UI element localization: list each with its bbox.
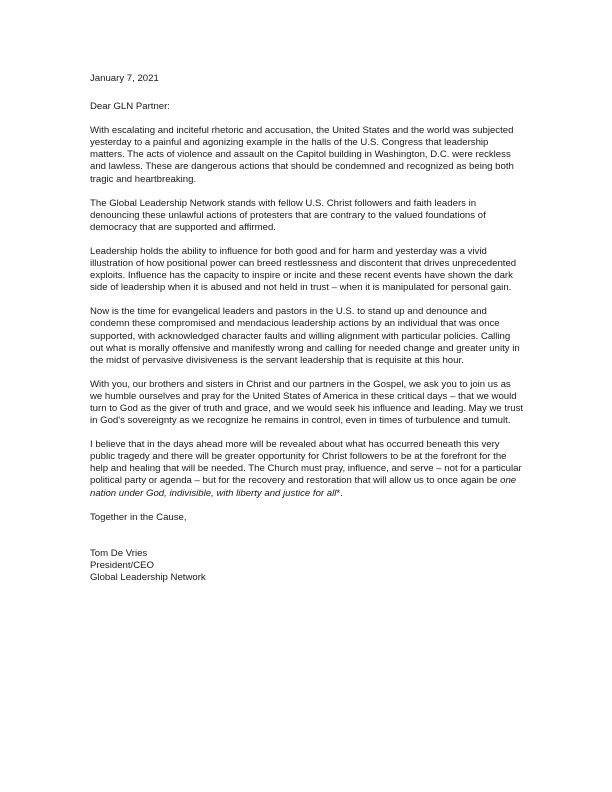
paragraph-1-text: With escalating and inciteful rhetoric and accusation, the United States and the world was subjected yesterday to a painful and agonizing example in the halls of the U.S. Congress that leadership matters. The acts of violence and assault on the Capitol building in Washington, D.C. were reckless and lawless. These are dangerous actions that should be condemned and recognized as being both tragic and heartbreaking. xyxy=(90,125,514,185)
paragraph-5 xyxy=(90,379,525,427)
signature-block xyxy=(90,548,525,584)
signature-name: Tom De Vries xyxy=(90,547,148,559)
signature-title: President/CEO xyxy=(90,559,154,571)
pledge-quote: one nation under God, indivisible, with liberty and justice for all xyxy=(90,475,517,499)
paragraph-4-text: Now is the time for evangelical leaders and pastors in the U.S. to stand up and denounce and condemn these compromised and mendacious leadership actions by an individual that was once supported, with acknowledged character faults and willing alignment with particular policies. Calling out what is morally offensive and manifestly wrong and calling for needed change and greater unity in the midst of pervasive divisiveness is the servant leadership that is requisite at this hour. xyxy=(90,306,520,366)
letter-body xyxy=(90,73,525,584)
paragraph-3-text: Leadership holds the ability to influence for both good and for harm and yesterday was a vivid illustration of how positional power can breed restlessness and discontent that drives unprecedented exploits. Influence has the capacity to inspire or incite and these recent events have shown the dark side of leadership when it is abused and not held in trust – when it is manipulated for personal gain. xyxy=(90,245,517,294)
paragraph-1 xyxy=(90,125,525,185)
closing: Together in the Cause, xyxy=(90,511,187,523)
paragraph-6-text xyxy=(90,439,525,499)
paragraph-2-text: The Global Leadership Network stands with fellow U.S. Christ followers and faith leaders in denouncing these unlawful actions of protesters that are contrary to the valued foundations of democracy that are supported and affirmed. xyxy=(90,197,486,233)
paragraph-3 xyxy=(90,246,525,294)
paragraph-6-main: I believe that in the days ahead more will be revealed about what has occurred beneath this very public tragedy and there will be greater opportunity for Christ followers to be at the forefront for the help and healing that will be needed. The Church must pray, influence, and serve – not for a particular political party or agenda – but for the recovery and restoration that will allow us to once again be xyxy=(90,439,522,487)
salutation: Dear GLN Partner: xyxy=(90,101,170,113)
letter-date: January 7, 2021 xyxy=(90,73,159,84)
signature-organization: Global Leadership Network xyxy=(90,571,206,583)
paragraph-6-end: *. xyxy=(336,487,343,499)
paragraph-6 xyxy=(90,439,525,499)
paragraph-2 xyxy=(90,198,525,234)
paragraph-4 xyxy=(90,306,525,366)
paragraph-5-text: With you, our brothers and sisters in Christ and our partners in the Gospel, we ask you to join us as we humble ourselves and pray for the United States of America in these critical days – that we would turn to God as the giver of truth and grace, and we would seek his influence and leading. May we trust in God's sovereignty as we recognize he remains in control, even in times of turbulence and tumult. xyxy=(90,378,524,427)
